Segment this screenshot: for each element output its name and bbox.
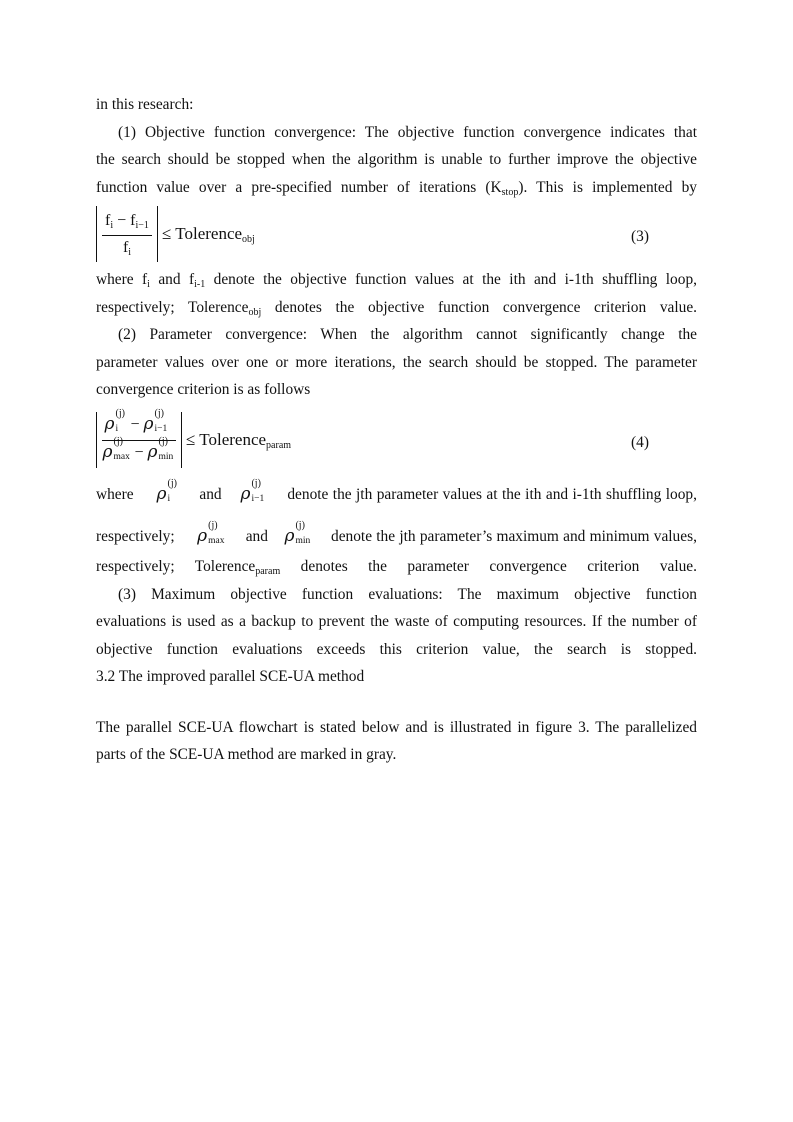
paragraph-parallel-flowchart: The parallel SCE-UA flowchart is stated below and is illustrated in figure 3. The parallelized — [96, 719, 697, 736]
text-line: parameter values over one or more iterations, the search should be stopped. The parameter — [96, 354, 697, 371]
equation-rhs: ≤ Tolerence$_{obj}$ — [162, 224, 255, 245]
text-line: where ρ (j) i and ρ (j) i−1 denote the jth parameter values at the ith and i-1th shuffling loop, — [96, 478, 697, 505]
fraction-numerator: $f_i - f_{i-1}$ — [105, 212, 149, 231]
absolute-value-bars — [96, 206, 158, 262]
section-heading: 3.2 The improved parallel SCE-UA method — [96, 668, 365, 685]
paragraph-objective-convergence: (1) Objective function convergence: The objective function convergence indicates that — [118, 124, 697, 141]
equation-3 — [96, 206, 697, 266]
text-line: respectively; Tolerence$_{param}$ denotes the parameter convergence criterion value. — [96, 558, 697, 577]
text-line: parts of the SCE-UA method are marked in gray. — [96, 746, 397, 763]
text-line: the search should be stopped when the algorithm is unable to further improve the objective — [96, 151, 697, 168]
equation-rhs: ≤ Tolerence$_{param}$ — [186, 430, 292, 451]
text-line: convergence criterion is as follows — [96, 381, 311, 398]
text-line: function value over a pre-specified number of iterations $(K_{stop})$. This is implemented by — [96, 179, 697, 198]
text-line: respectively; ρ (j) max and ρ (j) min denote the jth parameter’s maximum and minimum values, — [96, 520, 697, 547]
text-line: objective function evaluations exceeds this criterion value, the search is stopped. — [96, 641, 697, 658]
equation-number: (3) — [631, 228, 649, 245]
text-line: respectively; Tolerence$_{obj}$ denotes the objective function convergence criterion value. — [96, 299, 698, 318]
fraction-denominator: ρ (j) max − ρ (j) min — [102, 436, 174, 463]
text-line: where $f_i$ and $f_{i-1}$ denote the objective function values at the ith and i-1th shuffling loop, — [96, 271, 697, 290]
text-line: evaluations is used as a backup to prevent the waste of computing resources. If the number of — [96, 613, 697, 630]
absolute-value-bars — [96, 408, 182, 468]
equation-4 — [96, 408, 697, 472]
fraction-denominator: $f_i$ — [122, 239, 132, 258]
fraction-numerator: ρ (j) i − ρ (j) i−1 — [104, 408, 168, 435]
paragraph-max-evaluations: (3) Maximum objective function evaluations: The maximum objective function — [118, 586, 697, 603]
fraction-bar — [102, 235, 152, 236]
equation-number: (4) — [631, 434, 649, 451]
paragraph-parameter-convergence: (2) Parameter convergence: When the algorithm cannot significantly change the — [118, 326, 697, 343]
text-line: in this research: — [96, 96, 194, 113]
